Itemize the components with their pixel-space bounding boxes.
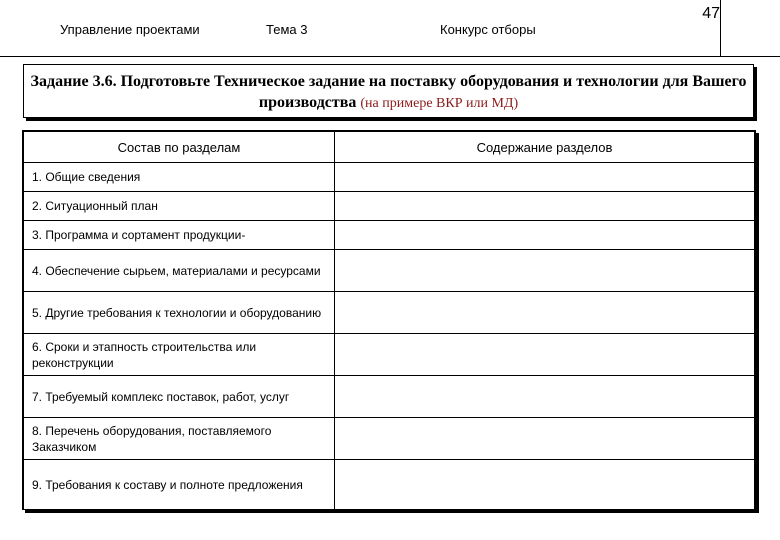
content-cell[interactable]: [335, 418, 755, 460]
header-divider: [720, 0, 721, 56]
section-cell: 1. Общие сведения: [24, 163, 335, 192]
content-cell[interactable]: [335, 221, 755, 250]
content-cell[interactable]: [335, 460, 755, 510]
section-cell: 3. Программа и сортамент продукции-: [24, 221, 335, 250]
table-row: [24, 418, 755, 460]
task-box: [23, 64, 754, 118]
section-cell: 2. Ситуационный план: [24, 192, 335, 221]
section-label: Конкурс отборы: [440, 22, 536, 37]
table-row: [24, 460, 755, 510]
task-title-part1: Задание 3.6. Подготовьте: [30, 73, 211, 90]
table-row: [24, 221, 755, 250]
table-row: [24, 292, 755, 334]
content-cell[interactable]: [335, 192, 755, 221]
section-cell: 8. Перечень оборудования, поставляемого Заказчиком: [24, 418, 335, 460]
section-cell: 6. Сроки и этапность строительства или реконструкции: [24, 334, 335, 376]
task-note: (на примере ВКР или МД): [360, 96, 519, 111]
content-cell[interactable]: [335, 163, 755, 192]
sections-table: [22, 130, 756, 510]
content-cell[interactable]: [335, 292, 755, 334]
section-cell: 9. Требования к составу и полноте предложения: [24, 460, 335, 510]
table-header-row: [24, 132, 755, 163]
section-cell: 5. Другие требования к технологии и оборудованию: [24, 292, 335, 334]
column-header-content: Содержание разделов: [335, 132, 755, 163]
table-row: [24, 250, 755, 292]
table-row: [24, 376, 755, 418]
section-cell: 7. Требуемый комплекс поставок, работ, услуг: [24, 376, 335, 418]
page-number: 47: [702, 5, 720, 22]
table-row: [24, 334, 755, 376]
header-rule: [0, 56, 780, 57]
content-cell[interactable]: [335, 250, 755, 292]
section-cell: 4. Обеспечение сырьем, материалами и ресурсами: [24, 250, 335, 292]
column-header-sections: Состав по разделам: [24, 132, 335, 163]
task-title-part2: Техническое задание на поставку оборудования и технологии для Вашего производства: [214, 73, 747, 111]
topic-label: Тема 3: [266, 22, 308, 37]
content-cell[interactable]: [335, 376, 755, 418]
table-row: [24, 163, 755, 192]
table-row: [24, 192, 755, 221]
course-title: Управление проектами: [60, 22, 200, 37]
content-cell[interactable]: [335, 334, 755, 376]
